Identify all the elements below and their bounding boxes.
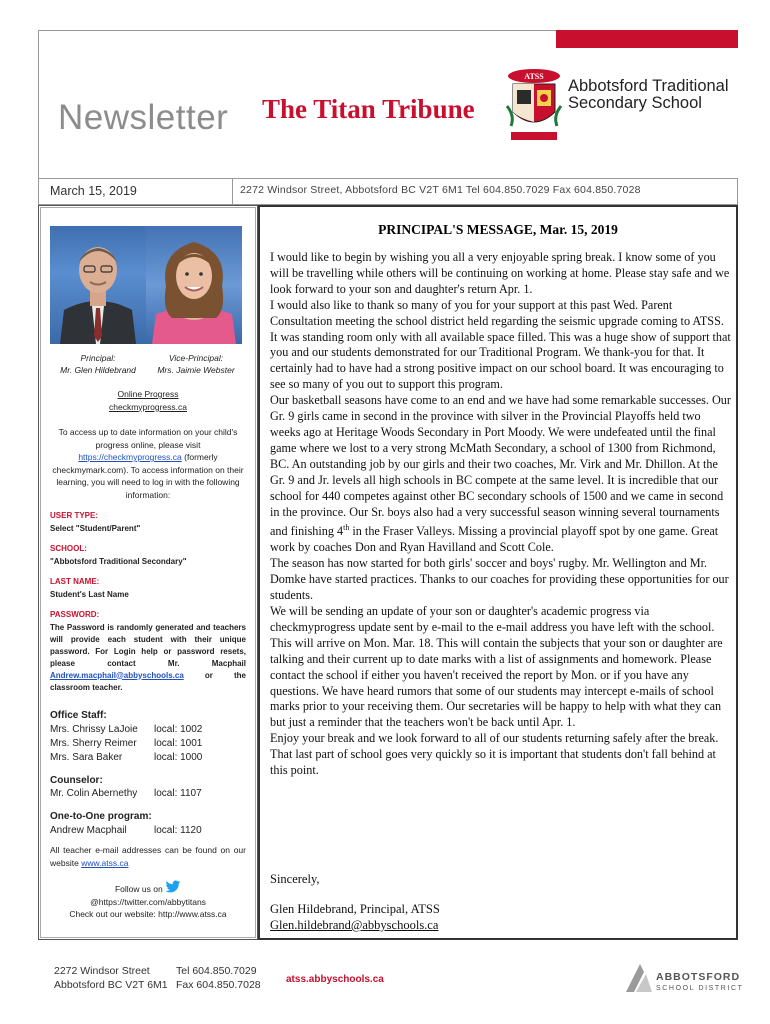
signer-email-link[interactable]: Glen.hildebrand@abbyschools.ca: [270, 918, 439, 932]
message-paragraph: Our basketball seasons have come to an end and we have had some remarkable successes. Our Gr. 9 girls came in second in the province with silver in the Provincial Playoffs held two weeks ago at Heritage Woods Secondary in Port Moody. We were undefeated until the final game where we lost to a very strong McMath Secondary, a school of 1300 from Richmond, BC. An outstanding job by our girls and their two coaches, Mr. Virk and Mr. Dhillon. At the Gr. 9 and Jr. levels all high schools in BC compete at the same level. It is incredible that our school for 440 competes against other BC secondary schools of 1500 and we came in second in the province. Our Sr. boys also had a very successful season winning several tournaments and finishing 4th in the Fraser Valleys. Missing a provincial playoff spot by one game. Great work by coaches Don and Ryan Havilland and Scott Cole.: [270, 393, 731, 555]
district-name: ABBOTSFORD SCHOOL DISTRICT: [656, 971, 744, 992]
office-staff: Office Staff: Mrs. Chrissy LaJoie local: 1002 Mrs. Sherry Reimer local: 1001 Mrs. Sara Baker local: 1000 Counselor: Mr. Colin Abernethy local: 1107 One-to-One program: Andrew Macphail local: 1120: [50, 710, 246, 838]
signer-name: Glen Hildebrand, Principal, ATSS: [270, 902, 440, 916]
staff-row: Mrs. Sara Baker local: 1000: [50, 751, 203, 763]
issue-date: March 15, 2019: [50, 184, 137, 198]
twitter-icon[interactable]: [165, 880, 181, 894]
footer-address: 2272 Windsor Street Abbotsford BC V2T 6M1: [54, 965, 168, 991]
twitter-url[interactable]: @https://twitter.com/abbytitans: [90, 896, 206, 907]
principal-message-body: [270, 250, 732, 779]
progress-instructions: To access up to date information on your child's progress online, please visit https://checkmyprogress.ca (formerly checkmymark.com). To access information on their learning, you will need to log in with the following information:: [52, 427, 244, 500]
principal-photo: [50, 226, 146, 344]
header-frame-top: [38, 30, 556, 31]
vice-principal-caption: Vice-Principal: Mrs. Jaimie Webster: [157, 353, 235, 375]
atss-website-link[interactable]: www.atss.ca: [81, 857, 129, 868]
header-frame-left: [38, 30, 39, 195]
progress-heading: [50, 388, 246, 413]
message-paragraph: We will be sending an update of your son or daughter's academic progress via checkmyprogress update sent by e-mail to the e-mail address you have left with the school. This will arrive on Mon. Mar. 18. This will contain the subjects that your son or daughter are talking and their current up to date marks with a list of assignments and homework. Please contact the school if either you haven't received the report by Mon. or if you have any questions. We have heard rumors that some of our students may intercept e-mails of school marks prior to your receiving them. Our secretaries will be happy to help with what they can but just a reminder that the teachers won't be back until Apr. 1.: [270, 604, 723, 730]
footer-website-link[interactable]: atss.abbyschools.ca: [286, 974, 384, 985]
message-paragraph: Enjoy your break and we look forward to all of our students returning safely after the break. That last part of school goes very quickly so it is important that students don't fall behind at this point.: [270, 731, 719, 778]
staff-row: Mrs. Chrissy LaJoie local: 1002: [50, 723, 203, 735]
staff-row: Andrew Macphail local: 1120: [50, 824, 202, 836]
vice-principal-photo: [146, 226, 242, 344]
school-address: 2272 Windsor Street, Abbotsford BC V2T 6M1 Tel 604.850.7029 Fax 604.850.7028: [240, 184, 641, 196]
staff-row: Mrs. Sherry Reimer local: 1001: [50, 737, 203, 749]
social-follow: Follow us on @https://twitter.com/abbytitans Check out our website: http://www.atss.ca: [50, 880, 246, 921]
progress-link[interactable]: https://checkmyprogress.ca: [78, 452, 182, 462]
header-red-bar: [556, 30, 738, 48]
progress-url[interactable]: checkmyprogress.ca: [109, 401, 187, 412]
svg-text:ATSS: ATSS: [524, 72, 544, 81]
login-info: USER TYPE: Select "Student/Parent" SCHOOL: "Abbotsford Traditional Secondary" LAST NAME: Student's Last Name PASSWORD: The Password is randomly generated and teachers will provide each student with their unique password. For Login help or password resets, please contact Mr. Macphail Andrew.macphail@abbyschools.ca or the classroom teacher.: [50, 511, 246, 692]
newsletter-title: The Titan Tribune: [262, 94, 475, 124]
newsletter-word: Newsletter: [58, 98, 229, 137]
footer-phone: Tel 604.850.7029 Fax 604.850.7028: [176, 965, 261, 991]
principal-message-title: PRINCIPAL'S MESSAGE, Mar. 15, 2019: [378, 222, 618, 237]
closing: Sincerely,: [270, 872, 320, 886]
principal-caption: Principal: Mr. Glen Hildebrand: [60, 353, 136, 375]
website-line: Check out our website: http://www.atss.ca: [69, 909, 227, 919]
school-crest-logo: [505, 66, 563, 146]
school-name: Abbotsford Traditional Secondary School: [568, 77, 729, 112]
district-logo-icon: [624, 962, 654, 994]
email-note: All teacher e-mail addresses can be found on our website www.atss.ca: [50, 845, 246, 868]
macphail-email-link[interactable]: Andrew.macphail@abbyschools.ca: [50, 670, 184, 680]
message-paragraph: I would also like to thank so many of you for your support at this past Wed. Parent Consultation meeting the school district held regarding the seismic upgrade coming to ATSS. It was standing room only with all available space filled. This was a huge show of support that you and our students demonstrated for our Traditional Program. We thank-you for that. It certainly had to have had a strong positive impact on our school board. It was encouraging to see so many of you out to support this program.: [270, 297, 731, 392]
message-paragraph: The season has now started for both girls' soccer and boys' rugby. Mr. Wellington and Mr. Domke have started practices. Thanks to our coaches for providing these opportunities for our students.: [270, 556, 729, 603]
staff-row: Mr. Colin Abernethy local: 1107: [50, 788, 202, 799]
message-paragraph: I would like to begin by wishing you all a very enjoyable spring break. I know some of you will be travelling while others will be continuing on working at home. Please stay safe and we look forward to your son and daughter's return Apr. 1.: [270, 250, 730, 296]
progress-title[interactable]: Online Progress: [117, 389, 179, 399]
